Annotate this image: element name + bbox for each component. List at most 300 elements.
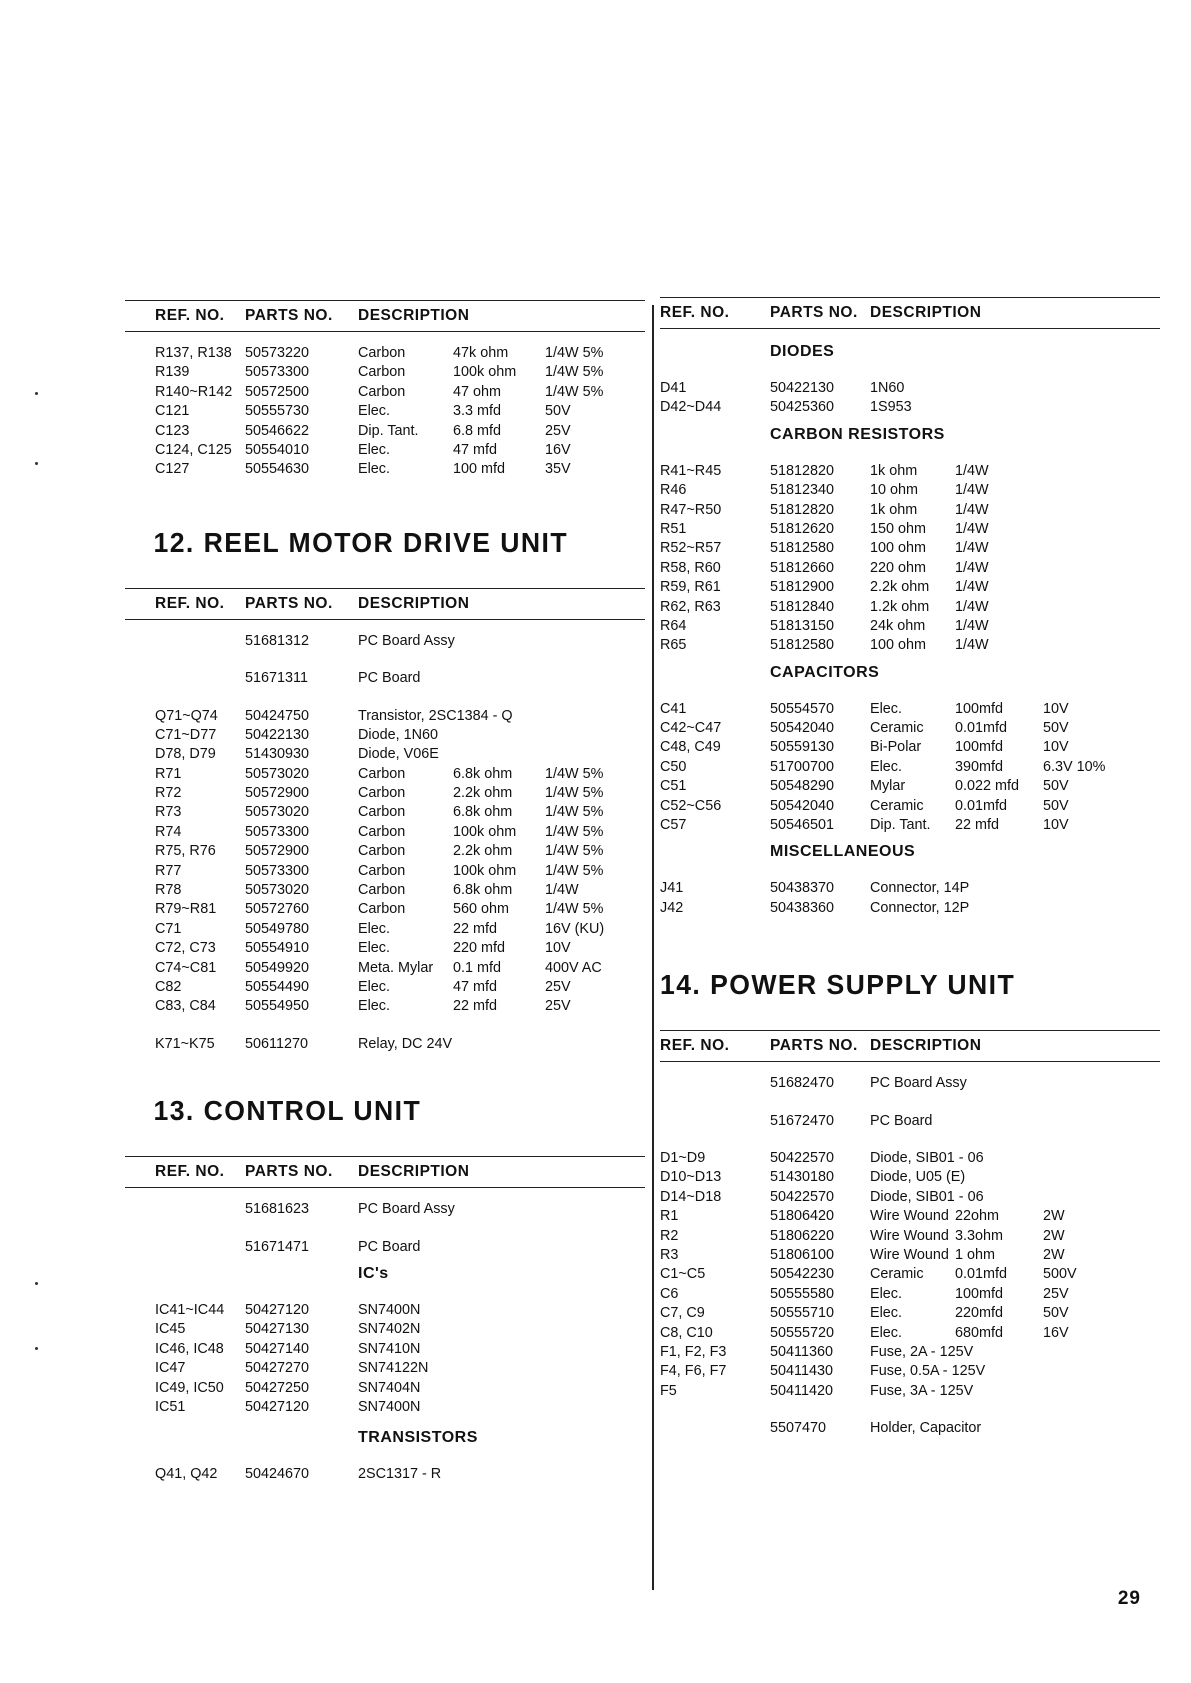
desc-rating: 16V (KU) [545, 920, 605, 937]
part-number: 50554910 [245, 940, 310, 957]
desc-type: Wire Wound [870, 1227, 949, 1244]
desc-rating: 1/4W [955, 520, 989, 537]
description: SN7400N [358, 1301, 421, 1318]
desc-type: Fuse, 2A - 125V [870, 1343, 974, 1360]
ref-number: C42~C47 [660, 720, 722, 737]
desc-type: Dip. Tant. [870, 817, 931, 834]
ref-number: J42 [660, 899, 684, 916]
ref-number: C7, C9 [660, 1305, 705, 1322]
table-row [660, 738, 1160, 757]
ref-number: F1, F2, F3 [660, 1343, 727, 1360]
desc-rating: 1/4W 5% [545, 345, 604, 361]
table-rows [125, 344, 645, 480]
part-number: 50546622 [245, 422, 310, 439]
desc-rating: 10V [1043, 817, 1069, 834]
table-rows [660, 1074, 1160, 1438]
table-row [125, 383, 645, 402]
table-row [125, 920, 645, 939]
part-number: 50422130 [245, 726, 310, 743]
ref-number: C74~C81 [155, 959, 217, 976]
section-title-power-supply: 14. POWER SUPPLY UNIT [660, 969, 1016, 1001]
ref-number: D42~D44 [660, 399, 722, 416]
part-number: 50549920 [245, 959, 310, 976]
part-number: 50554010 [245, 441, 310, 458]
description: SN7410N [358, 1340, 421, 1357]
description: PC Board Assy [870, 1075, 967, 1092]
desc-rating: 50V [545, 403, 571, 420]
part-number: 50549780 [245, 920, 310, 937]
ref-number: C8, C10 [660, 1324, 713, 1341]
part-number: 51812820 [770, 501, 835, 518]
table-row [125, 1359, 645, 1378]
part-number: 50554630 [245, 461, 310, 478]
table-row [660, 1343, 1160, 1362]
part-number: 51812580 [770, 637, 835, 654]
ref-number: R59, R61 [660, 579, 721, 596]
table-row [125, 745, 645, 764]
desc-type: Diode, V06E [358, 746, 439, 763]
part-number: 51812660 [770, 559, 835, 576]
ref-number: C71~D77 [155, 726, 217, 743]
desc-value: 47 mfd [453, 978, 497, 995]
desc-value: 22 mfd [453, 998, 497, 1015]
part-number: 50411420 [770, 1382, 833, 1399]
desc-type: Elec. [358, 998, 390, 1015]
ref-number: IC47 [155, 1360, 186, 1377]
desc-rating: 1/4W [955, 540, 989, 557]
ref-number: R79~R81 [155, 901, 217, 918]
desc-rating: 1/4W [955, 501, 989, 518]
description: SN7402N [358, 1321, 421, 1338]
desc-value: 560 ohm [453, 901, 510, 918]
table-row [125, 441, 645, 460]
desc-rating: 2W [1043, 1227, 1065, 1244]
desc-rating: 1/4W 5% [545, 364, 604, 381]
table-row [125, 1320, 645, 1339]
desc-value: 1k ohm [870, 462, 918, 479]
part-number: 51681312 [245, 632, 310, 649]
table-row [660, 899, 1160, 918]
part-number: 5507470 [770, 1420, 827, 1437]
table-row [660, 501, 1160, 520]
table-row [125, 803, 645, 822]
desc-value: 0.022 mfd [955, 778, 1019, 795]
part-number: 50555710 [770, 1305, 835, 1322]
part-number: 51812340 [770, 482, 835, 499]
subheading-diodes: DIODES [770, 343, 835, 360]
part-number: 50573300 [245, 823, 310, 840]
header-parts: PARTS NO. [245, 594, 333, 612]
desc-rating: 1/4W [955, 598, 989, 615]
part-number: 50555580 [770, 1285, 835, 1302]
desc-rating: 400V AC [545, 959, 602, 976]
ref-number: R71 [155, 765, 182, 782]
desc-rating: 1/4W [955, 579, 989, 596]
part-number: 50411430 [770, 1363, 833, 1380]
table-row [660, 1168, 1160, 1187]
desc-value: 0.1 mfd [453, 959, 501, 976]
part-number: 50427120 [245, 1301, 310, 1318]
part-number: 50438360 [770, 899, 835, 916]
desc-rating: 1/4W 5% [545, 901, 604, 918]
desc-type: Diode, SIB01 - 06 [870, 1188, 984, 1205]
desc-type: Elec. [358, 403, 390, 420]
table-row [125, 823, 645, 842]
part-number: 50542040 [770, 720, 835, 737]
ref-number: C127 [155, 461, 190, 478]
table-row [660, 520, 1160, 539]
margin-mark [35, 1282, 38, 1285]
ref-number: R41~R45 [660, 462, 722, 479]
ref-number: C83, C84 [155, 998, 216, 1015]
desc-rating: 10V [1043, 700, 1069, 717]
table-row [125, 1379, 645, 1398]
ref-number: R46 [660, 482, 687, 499]
ref-number: C121 [155, 403, 190, 420]
description: 1N60 [870, 380, 905, 396]
table-row [660, 1419, 1160, 1438]
part-number: 51806420 [770, 1208, 835, 1225]
desc-rating: 16V [545, 441, 571, 458]
desc-value: 3.3 mfd [453, 403, 501, 420]
desc-rating: 25V [1043, 1285, 1069, 1302]
desc-value: 47 ohm [453, 383, 501, 400]
part-number: 50573220 [245, 345, 310, 361]
header-desc: DESCRIPTION [358, 1163, 470, 1181]
desc-value: 6.8 mfd [453, 422, 501, 439]
ref-number: R65 [660, 637, 687, 654]
table-rows [125, 1200, 645, 1485]
ref-number: D41 [660, 380, 687, 396]
header-ref: REF. NO. [155, 1163, 225, 1181]
table-row [125, 344, 645, 363]
desc-value: 0.01mfd [955, 720, 1007, 737]
ref-number: R73 [155, 804, 182, 821]
part-number: 50573020 [245, 804, 310, 821]
description: PC Board Assy [358, 632, 455, 649]
desc-rating: 1/4W [955, 559, 989, 576]
part-number: 51812840 [770, 598, 835, 615]
desc-rating: 35V [545, 461, 571, 478]
part-number: 51812900 [770, 579, 835, 596]
part-number: 51700700 [770, 758, 835, 775]
table-row [125, 959, 645, 978]
ref-number: F4, F6, F7 [660, 1363, 727, 1380]
ref-number: R137, R138 [155, 345, 232, 361]
desc-value: 100mfd [955, 1285, 1003, 1302]
desc-value: 100k ohm [453, 823, 517, 840]
desc-value: 22ohm [955, 1208, 1000, 1225]
table-row [125, 881, 645, 900]
desc-rating: 1/4W 5% [545, 843, 604, 860]
header-desc: DESCRIPTION [358, 594, 470, 612]
table-row [660, 481, 1160, 500]
table-row [125, 669, 645, 688]
desc-value: 100mfd [955, 739, 1003, 756]
table-row [125, 862, 645, 881]
table-row [125, 1301, 645, 1320]
desc-type: Wire Wound [870, 1246, 949, 1263]
subheading-transistors: TRANSISTORS [358, 1429, 478, 1447]
table-row [125, 402, 645, 421]
ref-number: C52~C56 [660, 797, 722, 814]
table-row [660, 719, 1160, 738]
desc-type: Elec. [870, 758, 902, 775]
desc-rating: 500V [1043, 1266, 1077, 1283]
table-row [125, 1340, 645, 1359]
desc-rating: 6.3V 10% [1043, 758, 1106, 775]
desc-type: Diode, 1N60 [358, 726, 438, 743]
header-ref: REF. NO. [660, 1037, 730, 1055]
description: SN7400N [358, 1398, 421, 1415]
table-row [125, 900, 645, 919]
ref-number: R2 [660, 1227, 679, 1244]
table-header [125, 300, 645, 332]
desc-value: 2.2k ohm [453, 785, 513, 802]
desc-value: 24k ohm [870, 617, 926, 634]
table-row [660, 700, 1160, 719]
desc-rating: 50V [1043, 720, 1069, 737]
desc-type: Carbon [358, 364, 406, 381]
ref-number: R62, R63 [660, 598, 721, 615]
table-row [660, 1188, 1160, 1207]
description: PC Board [358, 1238, 421, 1255]
part-number: 50427140 [245, 1340, 310, 1357]
ref-number: Q41, Q42 [155, 1466, 218, 1483]
desc-rating: 25V [545, 422, 571, 439]
desc-type: Carbon [358, 345, 406, 361]
desc-rating: 50V [1043, 778, 1069, 795]
part-number: 50427120 [245, 1398, 310, 1415]
desc-value: 1k ohm [870, 501, 918, 518]
desc-rating: 1/4W 5% [545, 785, 604, 802]
table-row [660, 1246, 1160, 1265]
part-number: 50422570 [770, 1149, 835, 1166]
desc-rating: 50V [1043, 797, 1069, 814]
section-title-reel-motor: 12. REEL MOTOR DRIVE UNIT [153, 526, 568, 558]
desc-rating: 1/4W [955, 617, 989, 634]
part-number: 50422130 [770, 380, 835, 396]
desc-rating: 1/4W 5% [545, 383, 604, 400]
part-number: 51806220 [770, 1227, 835, 1244]
desc-type: Carbon [358, 383, 406, 400]
part-number: 50427250 [245, 1379, 310, 1396]
desc-rating: 1/4W [955, 637, 989, 654]
desc-rating: 2W [1043, 1246, 1065, 1263]
table-row [125, 1238, 645, 1257]
desc-value: 2.2k ohm [870, 579, 930, 596]
desc-rating: 1/4W [955, 462, 989, 479]
description: PC Board Assy [358, 1201, 455, 1218]
ref-number: C82 [155, 978, 182, 995]
desc-type: Diode, U05 (E) [870, 1169, 966, 1186]
desc-rating: 25V [545, 978, 571, 995]
desc-value: 390mfd [955, 758, 1003, 775]
ref-number: R58, R60 [660, 559, 721, 576]
part-number: 50424750 [245, 707, 310, 724]
table-row [660, 1304, 1160, 1323]
desc-value: 6.8k ohm [453, 804, 513, 821]
description: Connector, 14P [870, 880, 970, 897]
table-row [660, 398, 1160, 417]
desc-rating: 1/4W 5% [545, 804, 604, 821]
table-row [660, 758, 1160, 777]
ref-number: R1 [660, 1208, 679, 1225]
desc-rating: 1/4W [545, 882, 579, 899]
desc-rating: 16V [1043, 1324, 1069, 1341]
table-row [125, 784, 645, 803]
desc-type: Ceramic [870, 1266, 924, 1283]
part-number: 50555720 [770, 1324, 835, 1341]
page-number: 29 [1117, 1588, 1141, 1609]
desc-value: 3.3ohm [955, 1227, 1003, 1244]
desc-value: 680mfd [955, 1324, 1003, 1341]
part-number: 51671311 [245, 670, 308, 687]
table-rows [660, 335, 1160, 918]
desc-type: Bi-Polar [870, 739, 922, 756]
desc-value: 0.01mfd [955, 797, 1007, 814]
header-desc: DESCRIPTION [870, 1037, 982, 1055]
desc-type: Elec. [870, 700, 902, 717]
description: PC Board [870, 1112, 933, 1129]
table-row [660, 462, 1160, 481]
desc-type: Elec. [358, 461, 390, 478]
part-number: 50427270 [245, 1360, 310, 1377]
ref-number: D1~D9 [660, 1149, 706, 1166]
description: SN74122N [358, 1360, 429, 1377]
table-row [125, 842, 645, 861]
table-row [125, 1200, 645, 1219]
desc-value: 1 ohm [955, 1246, 995, 1263]
desc-rating: 1/4W 5% [545, 823, 604, 840]
desc-value: 150 ohm [870, 520, 927, 537]
part-number: 50542040 [770, 797, 835, 814]
part-number: 51682470 [770, 1075, 835, 1092]
table-row [125, 978, 645, 997]
desc-type: Wire Wound [870, 1208, 949, 1225]
ref-number: R140~R142 [155, 383, 233, 400]
part-number: 50573300 [245, 364, 310, 381]
table-row [125, 460, 645, 479]
part-number: 50554570 [770, 700, 835, 717]
desc-type: Ceramic [870, 797, 924, 814]
table-row [660, 636, 1160, 655]
desc-value: 100k ohm [453, 862, 517, 879]
ref-number: R77 [155, 862, 182, 879]
ref-number: IC46, IC48 [155, 1340, 224, 1357]
desc-value: 10 ohm [870, 482, 918, 499]
part-number: 51812820 [770, 462, 835, 479]
desc-type: Fuse, 3A - 125V [870, 1382, 974, 1399]
table-row [660, 559, 1160, 578]
ref-number: D14~D18 [660, 1188, 722, 1205]
table-header [660, 297, 1160, 329]
header-parts: PARTS NO. [245, 1163, 333, 1181]
header-parts: PARTS NO. [245, 307, 333, 324]
ref-number: C51 [660, 778, 687, 795]
description: SN7404N [358, 1379, 421, 1396]
desc-type: Elec. [870, 1324, 902, 1341]
part-number: 50573020 [245, 765, 310, 782]
table-header [660, 1030, 1160, 1062]
subheading-miscellaneous: MISCELLANEOUS [770, 843, 916, 861]
description: 1S953 [870, 399, 912, 416]
table-row [125, 939, 645, 958]
table-row [125, 363, 645, 382]
header-ref: REF. NO. [660, 304, 730, 321]
table-row [125, 632, 645, 651]
ref-number: R52~R57 [660, 540, 722, 557]
desc-value: 100 ohm [870, 540, 927, 557]
ref-number: C41 [660, 700, 687, 717]
desc-type: Dip. Tant. [358, 422, 419, 439]
header-parts: PARTS NO. [770, 304, 858, 321]
left-column [125, 300, 645, 1485]
table-row [660, 879, 1160, 898]
desc-value: 2.2k ohm [453, 843, 513, 860]
desc-value: 22 mfd [453, 920, 497, 937]
table-row [660, 1227, 1160, 1246]
desc-value: 6.8k ohm [453, 882, 513, 899]
desc-value: 0.01mfd [955, 1266, 1007, 1283]
ref-number: J41 [660, 880, 684, 897]
ref-number: C1~C5 [660, 1266, 706, 1283]
table-row [660, 598, 1160, 617]
part-number: 51430930 [245, 746, 310, 763]
part-number: 50546501 [770, 817, 835, 834]
desc-type: Carbon [358, 843, 406, 860]
ref-number: IC51 [155, 1398, 186, 1415]
desc-rating: 2W [1043, 1208, 1065, 1225]
part-number: 50573020 [245, 882, 310, 899]
desc-rating: 50V [1043, 1305, 1069, 1322]
ref-number: R75, R76 [155, 843, 216, 860]
desc-rating: 1/4W 5% [545, 765, 604, 782]
ref-number: Q71~Q74 [155, 707, 218, 724]
table-row [660, 617, 1160, 636]
table-row [660, 1285, 1160, 1304]
ref-number: IC41~IC44 [155, 1301, 225, 1318]
header-desc: DESCRIPTION [358, 307, 470, 324]
desc-value: 220mfd [955, 1305, 1003, 1322]
table-row [660, 1207, 1160, 1226]
part-number: 51681623 [245, 1201, 310, 1218]
desc-type: Mylar [870, 778, 906, 795]
table-row [660, 1324, 1160, 1343]
table-row [660, 816, 1160, 835]
description: Relay, DC 24V [358, 1035, 453, 1052]
part-number: 51671471 [245, 1238, 310, 1255]
ref-number: C50 [660, 758, 687, 775]
ref-number: IC49, IC50 [155, 1379, 224, 1396]
desc-type: Transistor, 2SC1384 - Q [358, 707, 513, 724]
desc-type: Carbon [358, 804, 406, 821]
desc-type: Diode, SIB01 - 06 [870, 1149, 984, 1166]
part-number: 50572500 [245, 383, 310, 400]
part-number: 51806100 [770, 1246, 835, 1263]
table-rows [125, 632, 645, 1054]
desc-value: 47 mfd [453, 441, 497, 458]
ref-number: C123 [155, 422, 190, 439]
part-number: 50542230 [770, 1266, 835, 1283]
table-row [660, 797, 1160, 816]
desc-type: Carbon [358, 785, 406, 802]
desc-type: Carbon [358, 882, 406, 899]
description: Connector, 12P [870, 899, 970, 916]
table-header [125, 588, 645, 620]
part-number: 51813150 [770, 617, 835, 634]
part-number: 51812620 [770, 520, 835, 537]
